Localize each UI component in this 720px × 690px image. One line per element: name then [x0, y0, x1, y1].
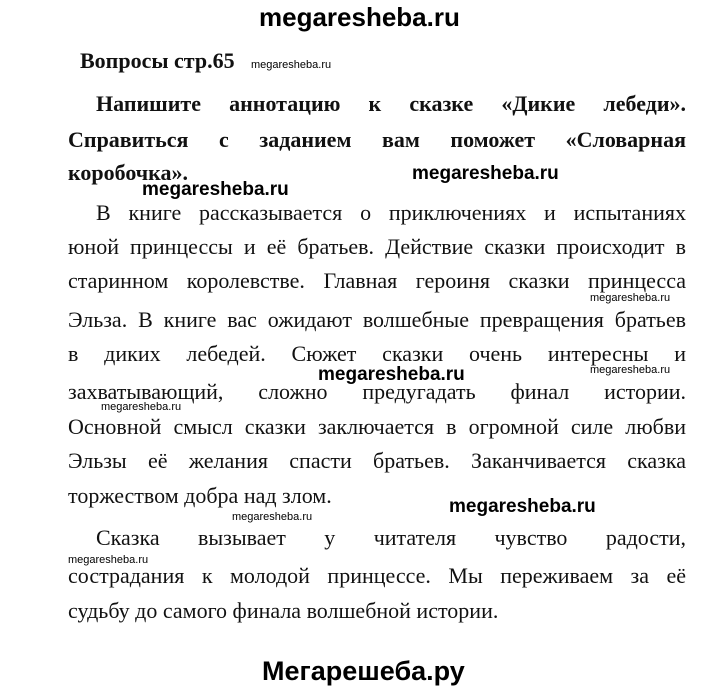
paragraph1-line: торжеством добра над злом.	[68, 483, 332, 508]
paragraph1-line: Эльза. В книге вас ожидают волшебные превращения братьев	[68, 307, 686, 332]
watermark-bottom: Мегарешеба.ру	[262, 656, 465, 686]
watermark-medium: megaresheba.ru	[412, 163, 559, 184]
paragraph1-line: в диких лебедей. Сюжет сказки очень интересны и	[68, 341, 686, 366]
paragraph1-line: Эльзы её желания спасти братьев. Заканчивается сказка	[68, 448, 686, 473]
paragraph1-line: юной принцессы и её братьев. Действие сказки происходит в	[68, 234, 686, 259]
task-line-1: Напишите аннотацию к сказке «Дикие лебеди».	[96, 91, 686, 116]
watermark-small: megaresheba.ru	[101, 401, 182, 413]
paragraph2-line: Сказка вызывает у читателя чувство радости,	[96, 525, 686, 550]
watermark-medium: megaresheba.ru	[449, 496, 596, 517]
page-heading: Вопросы стр.65	[80, 48, 235, 73]
paragraph2-line: сострадания к молодой принцессе. Мы переживаем за её	[68, 563, 686, 588]
watermark-medium: megaresheba.ru	[142, 179, 289, 200]
watermark-small: megaresheba.ru	[68, 554, 149, 566]
task-line-2: Справиться с заданием вам поможет «Словарная	[68, 127, 686, 152]
watermark-small: megaresheba.ru	[590, 292, 671, 304]
watermark-medium: megaresheba.ru	[318, 364, 465, 385]
paragraph1-line: Основной смысл сказки заключается в огромной силе любви	[68, 414, 686, 439]
watermark-small: megaresheba.ru	[251, 59, 332, 71]
task-line-3: коробочка».	[68, 160, 189, 185]
watermark-small: megaresheba.ru	[232, 511, 313, 523]
watermark-top: megaresheba.ru	[259, 2, 460, 32]
watermark-small: megaresheba.ru	[590, 364, 671, 376]
paragraph2-line: судьбу до самого финала волшебной истории.	[68, 598, 499, 623]
paragraph1-line: старинном королевстве. Главная героиня сказки принцесса	[68, 268, 686, 293]
paragraph1-line: В книге рассказывается о приключениях и испытаниях	[96, 200, 686, 225]
paragraph1-line: захватывающий, сложно предугадать финал истории.	[68, 379, 686, 404]
